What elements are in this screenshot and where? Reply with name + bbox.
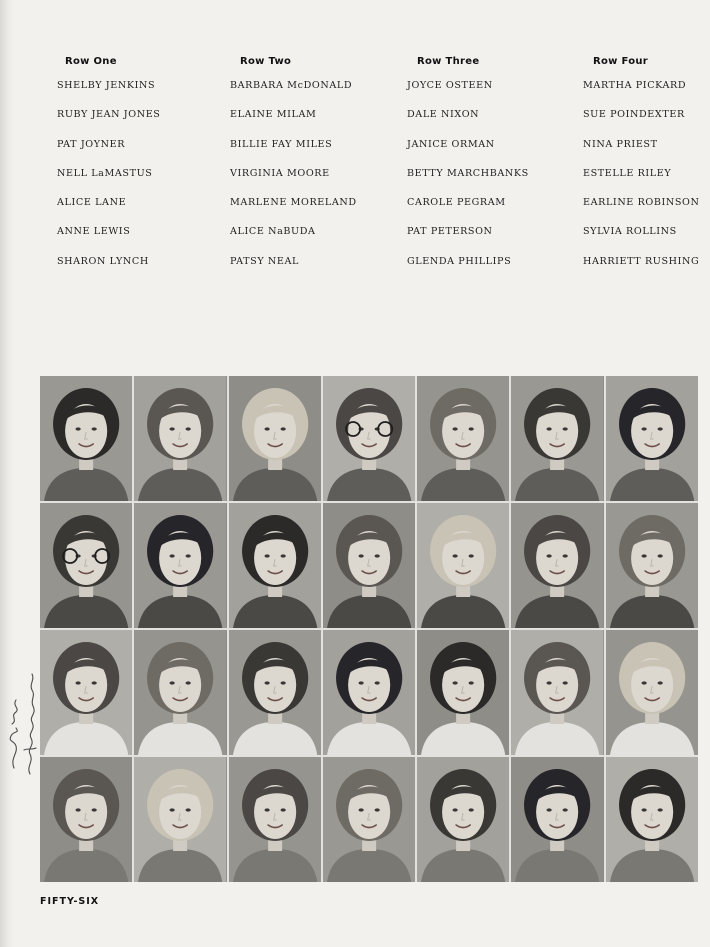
student-name: PAT JOYNER: [57, 138, 126, 150]
student-name: RUBY JEAN JONES: [57, 109, 161, 121]
portrait-photo: [606, 757, 698, 882]
portrait-photo: [417, 757, 509, 882]
student-name: BARBARA McDONALD: [230, 80, 353, 91]
student-name: SYLVIA ROLLINS: [583, 226, 677, 238]
student-name: BETTY MARCHBANKS: [407, 167, 529, 179]
portrait-photo: [511, 503, 603, 628]
student-name: JOYCE OSTEEN: [407, 80, 493, 91]
name-list: [0, 0, 710, 290]
portrait-photo: [229, 503, 321, 628]
portrait-photo: [229, 757, 321, 882]
student-name: ALICE LANE: [57, 197, 127, 209]
portrait-photo: [417, 376, 509, 501]
student-name: NELL LaMASTUS: [57, 167, 153, 179]
column-heading: Row One: [65, 56, 117, 67]
student-name: ALICE NaBUDA: [230, 226, 316, 238]
name-column-row-three: [407, 56, 529, 285]
column-heading: Row Two: [240, 56, 292, 67]
portrait-photo: [134, 630, 226, 755]
student-name: SUE POINDEXTER: [583, 109, 685, 121]
portrait-photo: [417, 503, 509, 628]
portrait-photo: [606, 503, 698, 628]
student-name: SHARON LYNCH: [57, 255, 149, 267]
portrait-photo: [134, 376, 226, 501]
portrait-photo: [606, 630, 698, 755]
student-name: GLENDA PHILLIPS: [407, 255, 512, 267]
column-heading: Row Four: [593, 56, 649, 67]
student-name: PAT PETERSON: [407, 226, 493, 238]
portrait-photo: [417, 630, 509, 755]
student-name: VIRGINIA MOORE: [230, 167, 330, 179]
student-name: CAROLE PEGRAM: [407, 197, 506, 209]
portrait-photo: [323, 503, 415, 628]
student-name: SHELBY JENKINS: [57, 80, 156, 91]
student-name: EARLINE ROBINSON: [583, 197, 700, 209]
portrait-photo: [511, 630, 603, 755]
page-number: FIFTY-SIX: [40, 896, 100, 907]
student-name: PATSY NEAL: [230, 255, 300, 267]
portrait-photo: [134, 757, 226, 882]
student-name: NINA PRIEST: [583, 138, 658, 150]
portrait-photo: [511, 376, 603, 501]
student-name: BILLIE FAY MILES: [230, 138, 333, 150]
portrait-photo: [511, 757, 603, 882]
student-name: MARLENE MORELAND: [230, 197, 357, 209]
column-heading: Row Three: [417, 56, 480, 67]
portrait-photo: [229, 630, 321, 755]
student-name: ESTELLE RILEY: [583, 167, 672, 179]
portrait-photo: [40, 503, 132, 628]
student-name: DALE NIXON: [407, 109, 480, 121]
portrait-photo: [323, 376, 415, 501]
portrait-photo: [134, 503, 226, 628]
name-column-row-two: [230, 56, 357, 285]
portrait-photo: [323, 757, 415, 882]
portrait-grid: [40, 376, 698, 882]
student-name: JANICE ORMAN: [407, 138, 495, 150]
portrait-photo: [229, 376, 321, 501]
portrait-photo: [323, 630, 415, 755]
name-column-row-four: [583, 56, 700, 285]
portrait-photo: [606, 376, 698, 501]
portrait-photo: [40, 376, 132, 501]
student-name: MARTHA PICKARD: [583, 80, 687, 91]
handwritten-signature: [2, 650, 62, 780]
student-name: HARRIETT RUSHING: [583, 255, 700, 267]
student-name: ANNE LEWIS: [57, 226, 131, 238]
student-name: ELAINE MILAM: [230, 109, 317, 121]
name-column-row-one: [57, 56, 160, 285]
